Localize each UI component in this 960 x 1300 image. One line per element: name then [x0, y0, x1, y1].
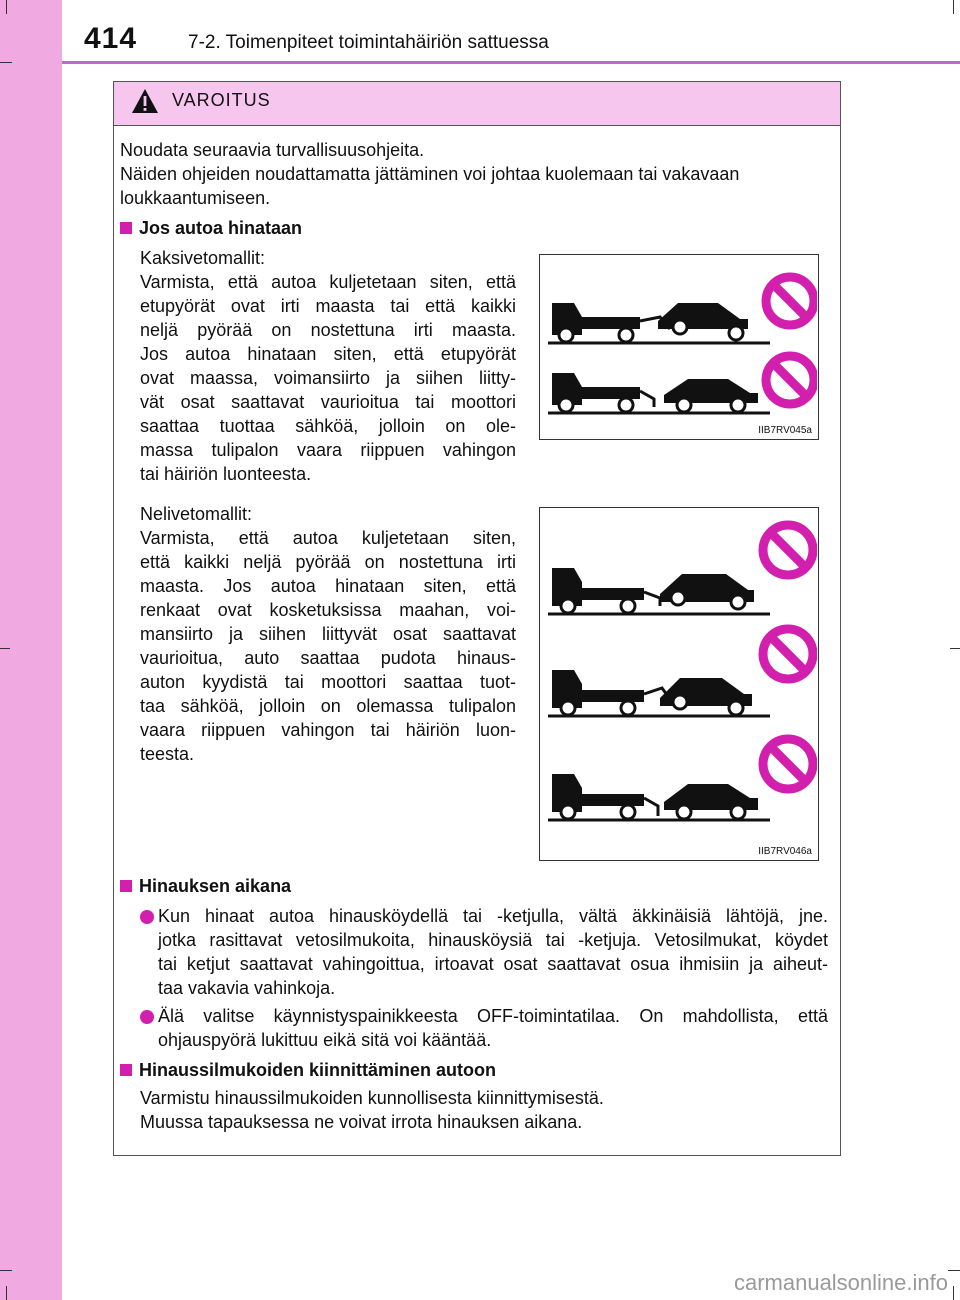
four-wd-towing-illustration	[540, 508, 817, 838]
crop-mark	[0, 1270, 12, 1271]
crop-mark	[0, 648, 10, 649]
warning-triangle-icon	[131, 88, 159, 114]
four-wd-line: Varmista, että autoa kuljetetaan siten,	[140, 528, 516, 548]
crop-mark	[948, 1270, 960, 1271]
tow-truck-graphic	[552, 373, 654, 412]
two-wd-line: etupyörät ovat irti maasta tai että kaikki	[140, 296, 516, 316]
two-wd-line: Kaksivetomallit:	[140, 248, 266, 268]
towed-car-graphic	[658, 303, 748, 340]
round-bullet-icon	[140, 1010, 154, 1024]
two-wd-towing-illustration	[540, 255, 817, 415]
towing-heading: Jos autoa hinataan	[120, 216, 302, 240]
intro-line: Näiden ohjeiden noudattamatta jättäminen voi johtaa kuolemaan tai vakavaan	[120, 164, 740, 184]
eyelet-heading: Hinaussilmukoiden kiinnittäminen autoon	[120, 1058, 496, 1082]
crop-mark	[953, 0, 954, 14]
two-wd-line: ovat maassa, voimansiirto ja siihen liitty-	[140, 368, 516, 388]
prohibited-icon	[763, 739, 813, 789]
towed-car-graphic	[664, 784, 758, 819]
during-bullet1-line: jotka rasittavat vetosilmukoita, hinausköysiä tai -ketjuja. Vetosilmukat, köydet	[158, 930, 828, 950]
during-bullet1-line: Kun hinaat autoa hinausköydellä tai -ketjulla, vältä äkkinäisiä lähtöjä, jne.	[158, 906, 828, 926]
prohibited-icon	[766, 356, 814, 404]
two-wd-line: Varmista, että autoa kuljetetaan siten, että	[140, 272, 516, 292]
two-wd-towing-figure	[539, 254, 819, 440]
intro-line: Noudata seuraavia turvallisuusohjeita.	[120, 140, 425, 160]
during-bullet1-line: tai ketjut saattavat vahingoittua, irtoavat osat saattavat osua ihmisiin ja aiheut-	[158, 954, 828, 974]
two-wd-line: saattaa tuottaa sähköä, jolloin on ole-	[140, 416, 516, 436]
crop-mark	[6, 0, 7, 14]
two-wd-line: massa tulipalon vaara riippuen vahingon	[140, 440, 516, 460]
chapter-side-tab	[0, 0, 62, 1300]
crop-mark	[953, 1286, 954, 1300]
four-wd-line: taa sähköä, jolloin on olemassa tulipalon	[140, 696, 516, 716]
figure-code: IIB7RV046a	[758, 846, 812, 857]
intro-line: loukkaantumiseen.	[120, 188, 271, 208]
square-bullet-icon	[120, 1064, 132, 1076]
towed-car-graphic	[660, 678, 752, 715]
tow-truck-graphic	[552, 568, 660, 613]
during-bullet1-line: taa vakavia vahinkoja.	[158, 978, 336, 998]
header-rule	[62, 61, 960, 64]
crop-mark	[0, 62, 12, 63]
warning-box	[113, 81, 841, 1156]
two-wd-line: tai häiriön luonteesta.	[140, 464, 312, 484]
four-wd-line: Nelivetomallit:	[140, 504, 253, 524]
tow-truck-graphic	[552, 670, 672, 715]
two-wd-line: neljä pyörää on nostettuna irti maasta.	[140, 320, 516, 340]
section-title: 7-2. Toimenpiteet toimintahäiriön sattuessa	[188, 32, 549, 53]
prohibited-icon	[766, 277, 814, 325]
watermark: carmanualsonline.info	[733, 1270, 948, 1295]
four-wd-line: teesta.	[140, 744, 195, 764]
tow-truck-graphic	[552, 303, 670, 342]
during-towing-heading: Hinauksen aikana	[120, 874, 291, 898]
four-wd-line: vaurioitua, auto saattaa pudota hinaus-	[140, 648, 516, 668]
tow-truck-graphic	[552, 774, 658, 819]
warning-title: VAROITUS	[172, 90, 271, 110]
square-bullet-icon	[120, 880, 132, 892]
warning-header	[114, 82, 840, 126]
towed-car-graphic	[664, 379, 758, 412]
figure-code: IIB7RV045a	[758, 425, 812, 436]
four-wd-line: mansiirto ja siihen liittyvät osat saattavat	[140, 624, 516, 644]
four-wd-line: maasta. Jos autoa hinataan siten, että	[140, 576, 516, 596]
two-wd-line: vät osat saattavat vaurioitua tai moottori	[140, 392, 516, 412]
prohibited-icon	[763, 525, 813, 575]
four-wd-line: renkaat ovat kosketuksissa maahan, voi-	[140, 600, 516, 620]
eyelet-line: Varmistu hinaussilmukoiden kunnollisesta kiinnittymisestä.	[140, 1088, 604, 1108]
towed-car-graphic	[660, 574, 754, 609]
round-bullet-icon	[140, 910, 154, 924]
eyelet-line: Muussa tapauksessa ne voivat irrota hinauksen aikana.	[140, 1112, 583, 1132]
crop-mark	[950, 648, 960, 649]
prohibited-icon	[763, 629, 813, 679]
during-bullet2-line: ohjauspyörä lukittuu eikä sitä voi kääntää.	[158, 1030, 492, 1050]
four-wd-line: että kaikki neljä pyörää on nostettuna irti	[140, 552, 516, 572]
crop-mark	[6, 1286, 7, 1300]
page-number: 414	[84, 22, 138, 55]
during-bullet2-line: Älä valitse käynnistyspainikkeesta OFF-toimintatilaa. On mahdollista, että	[158, 1006, 828, 1026]
four-wd-towing-figure	[539, 507, 819, 861]
four-wd-line: auton kyydistä tai moottori saattaa tuot-	[140, 672, 516, 692]
two-wd-line: Jos autoa hinataan siten, että etupyörät	[140, 344, 516, 364]
square-bullet-icon	[120, 222, 132, 234]
four-wd-line: vaara riippuen vahingon tai häiriön luon-	[140, 720, 516, 740]
